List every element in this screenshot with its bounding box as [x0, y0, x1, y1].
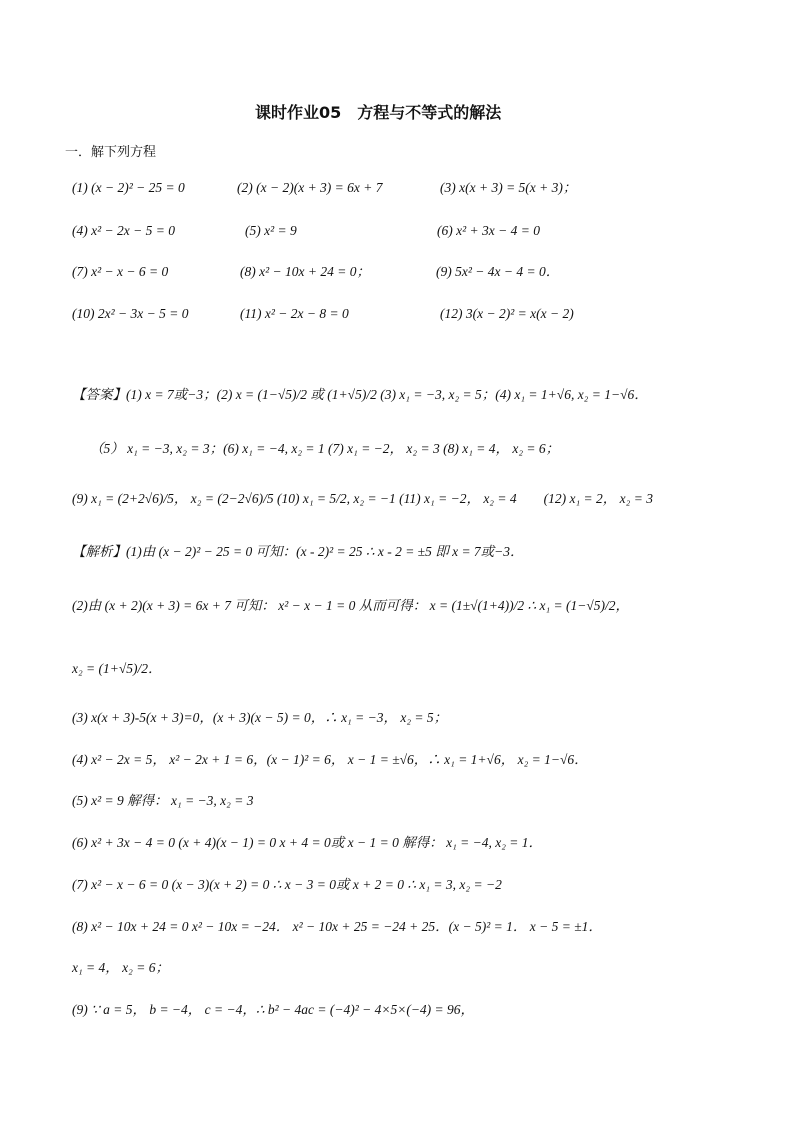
problem-8: (8) x² − 10x + 24 = 0；	[240, 264, 370, 279]
problem-4: (4) x² − 2x − 5 = 0	[72, 223, 175, 238]
problem-12: (12) 3(x − 2)² = x(x − 2)	[440, 306, 574, 321]
problem-9: (9) 5x² − 4x − 4 = 0．	[436, 264, 560, 279]
analysis-line-5: (4) x² − 2x = 5， x² − 2x + 1 = 6，(x − 1)² = 6， x − 1 = ±√6，∴ x₁ = 1+√6， x₂ = 1−√6．	[72, 752, 588, 767]
problem-7: (7) x² − x − 6 = 0	[72, 264, 169, 279]
analysis-line-9: (8) x² − 10x + 24 = 0 x² − 10x = −24． x² − 10x + 25 = −24 + 25．(x − 5)² = 1． x − 5 = ±1．	[72, 919, 602, 934]
analysis-line-1: 【解析】(1)由 (x − 2)² − 25 = 0 可知：(x - 2)² = 25 ∴ x - 2 = ±5 即 x = 7或−3．	[72, 544, 524, 559]
problem-2: (2) (x − 2)(x + 3) = 6x + 7	[237, 180, 383, 195]
problem-3: (3) x(x + 3) = 5(x + 3)；	[440, 180, 577, 195]
answer-line-1: 【答案】(1) x = 7或−3；(2) x = (1−√5)/2 或 (1+√5)/2 (3) x₁ = −3, x₂ = 5；(4) x₁ = 1+√6, x₂ = 1−√6．	[72, 387, 648, 402]
analysis-line-3: x₂ = (1+√5)/2．	[72, 661, 162, 676]
analysis-line-2: (2)由 (x + 2)(x + 3) = 6x + 7 可知： x² − x − 1 = 0 从而可得： x = (1±√(1+4))/2 ∴ x₁ = (1−√5)/2，	[72, 598, 630, 613]
problem-5: (5) x² = 9	[245, 223, 297, 238]
page-title: 课时作业05 方程与不等式的解法	[255, 103, 502, 122]
problem-11: (11) x² − 2x − 8 = 0	[240, 306, 349, 321]
analysis-line-8: (7) x² − x − 6 = 0 (x − 3)(x + 2) = 0 ∴ x − 3 = 0或 x + 2 = 0 ∴ x₁ = 3, x₂ = −2	[72, 877, 502, 892]
answer-line-3: (9) x₁ = (2+2√6)/5， x₂ = (2−2√6)/5 (10) x₁ = 5/2, x₂ = −1 (11) x₁ = −2， x₂ = 4 (12) x₁ = 2， x₂ = 3	[72, 491, 653, 506]
problem-1: (1) (x − 2)² − 25 = 0	[72, 180, 185, 195]
analysis-line-11: (9) ∵ a = 5， b = −4， c = −4，∴ b² − 4ac = (−4)² − 4×5×(−4) = 96，	[72, 1002, 475, 1017]
problem-6: (6) x² + 3x − 4 = 0	[437, 223, 540, 238]
answer-line-2: （5） x₁ = −3, x₂ = 3；(6) x₁ = −4, x₂ = 1 (7) x₁ = −2， x₂ = 3 (8) x₁ = 4， x₂ = 6；	[90, 441, 560, 456]
section-heading: 一．解下列方程	[65, 145, 157, 160]
problem-10: (10) 2x² − 3x − 5 = 0	[72, 306, 189, 321]
analysis-line-7: (6) x² + 3x − 4 = 0 (x + 4)(x − 1) = 0 x + 4 = 0或 x − 1 = 0 解得： x₁ = −4, x₂ = 1．	[72, 835, 543, 850]
analysis-line-10: x₁ = 4， x₂ = 6；	[72, 960, 169, 975]
analysis-line-6: (5) x² = 9 解得： x₁ = −3, x₂ = 3	[72, 793, 254, 808]
analysis-line-4: (3) x(x + 3)-5(x + 3)=0，(x + 3)(x − 5) = 0，∴ x₁ = −3， x₂ = 5；	[72, 710, 448, 725]
